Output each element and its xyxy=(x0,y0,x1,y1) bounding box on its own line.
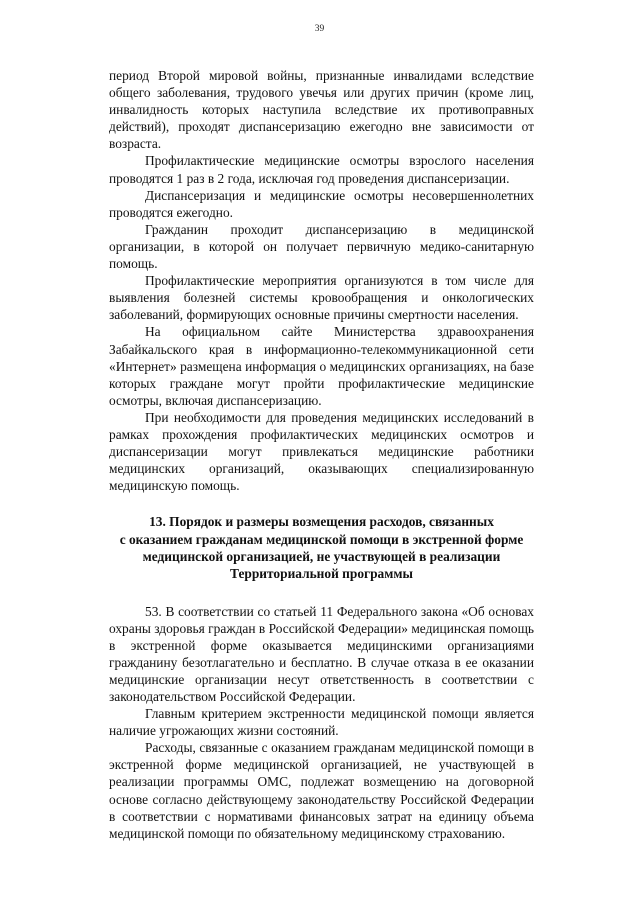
section-heading-line-4: Территориальной программы xyxy=(230,566,413,582)
section-heading-line-3: медицинской организацией, не участвующей в реализации xyxy=(142,548,501,564)
paragraph-ministry-website: На официальном сайте Министерства здравоохранения Забайкальского края в информационно-телекоммуникационной сети «Интернет» размещена информация о медицинских организациях, на базе которых граждане могут пройти профилактические медицинские осмотры, включая диспансеризацию. xyxy=(109,324,534,408)
page-number: 39 xyxy=(314,24,325,34)
paragraph-article-53: 53. В соответствии со статьей 11 Федерального закона «Об основах охраны здоровья граждан в Российской Федерации» медицинская помощь в экстренной форме оказывается медицинскими организациями гражданину безотлагательно и бесплатно. В случае отказа в ее оказании медицинские организации несут ответственность в соответствии с законодательством Российской Федерации. xyxy=(109,603,534,704)
section-heading-line-1: 13. Порядок и размеры возмещения расходов, связанных xyxy=(149,514,494,530)
paragraph-emergency-criterion: Главным критерием экстренности медицинской помощи является наличие угрожающих жизни состояний. xyxy=(109,706,534,739)
paragraph-preventive-exams: Профилактические медицинские осмотры взрослого населения проводятся 1 раз в 2 года, исключая год проведения диспансеризации. xyxy=(109,153,534,186)
paragraph-specialized-workers: При необходимости для проведения медицинских исследований в рамках прохождения профилактических медицинских осмотров и диспансеризации могут привлекаться медицинские работники медицинских организаций, оказывающих специализированную медицинскую помощь. xyxy=(109,409,534,494)
paragraph-preventive-measures: Профилактические мероприятия организуются в том числе для выявления болезней системы кровообращения и онкологических заболеваний, формирующих основные причины смертности населения. xyxy=(109,273,534,323)
paragraph-expense-reimbursement: Расходы, связанные с оказанием гражданам медицинской помощи в экстренной форме медицинской организацией, не участвующей в реализации программы ОМС, подлежат возмещению на договорной основе согласно действующему законодательству Российской Федерации в соответствии с нормативами финансовых затрат на единицу объема медицинской помощи по обязательному медицинскому страхованию. xyxy=(109,740,534,841)
section-heading-line-2: с оказанием гражданам медицинской помощи в экстренной форме xyxy=(119,531,524,547)
document-body xyxy=(109,67,534,842)
paragraph-minors-exams: Диспансеризация и медицинские осмотры несовершеннолетних проводятся ежегодно. xyxy=(109,187,534,220)
section-heading xyxy=(109,513,534,582)
paragraph-citizen-dispensarization: Гражданин проходит диспансеризацию в медицинской организации, в которой он получает первичную медико-санитарную помощь. xyxy=(109,221,534,272)
paragraph-continuation: период Второй мировой войны, признанные инвалидами вследствие общего заболевания, трудового увечья или других причин (кроме лиц, инвалидность которых наступила вследствие их противоправных действий), проходят диспансеризацию ежегодно вне зависимости от возраста. xyxy=(109,68,534,152)
